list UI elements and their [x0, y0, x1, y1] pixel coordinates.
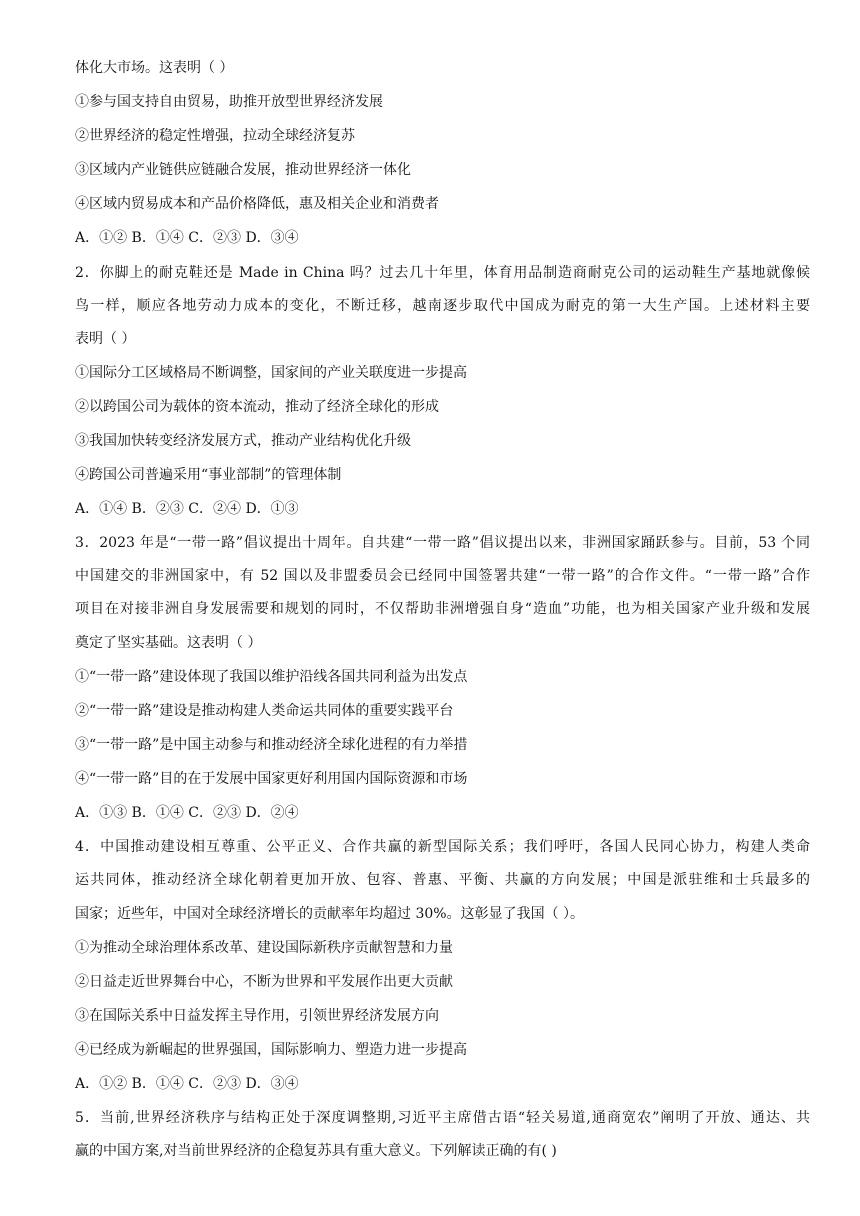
- option-line: ①国际分工区域格局不断调整，国家间的产业关联度进一步提高: [75, 365, 467, 381]
- question-2-text: 表明（ ）: [75, 331, 136, 347]
- question-5-text: 赢的中国方案,对当前世界经济的企稳复苏具有重大意义。下列解读正确的有( ): [75, 1143, 557, 1159]
- text-line: 体化大市场。这表明（ ）: [75, 60, 234, 76]
- question-4-text: 4．中国推动建设相互尊重、公平正义、合作共赢的新型国际关系；我们呼吁，各国人民同心协力，构建人类命: [75, 839, 810, 855]
- option-line: ②日益走近世界舞台中心，不断为世界和平发展作出更大贡献: [75, 974, 453, 990]
- option-line: ④已经成为新崛起的世界强国，国际影响力、塑造力进一步提高: [75, 1042, 467, 1058]
- answer-choices: A．①③ B．①④ C．②③ D．②④: [75, 805, 299, 821]
- question-3-text: 项目在对接非洲自身发展需要和规划的同时，不仅帮助非洲增强自身“造血”功能，也为相关国家产业升级和发展: [75, 601, 810, 617]
- answer-choices: A．①② B．①④ C．②③ D．③④: [75, 230, 299, 246]
- answer-choices: A．①② B．①④ C．②③ D．③④: [75, 1076, 299, 1092]
- question-2-text: 鸟一样，顺应各地劳动力成本的变化，不断迁移，越南逐步取代中国成为耐克的第一大生产国。上述材料主要: [75, 298, 810, 314]
- option-line: ④“一带一路”目的在于发展中国家更好利用国内国际资源和市场: [75, 771, 468, 787]
- option-line: ①为推动全球治理体系改革、建设国际新秩序贡献智慧和力量: [75, 940, 453, 956]
- option-line: ①“一带一路”建设体现了我国以维护沿线各国共同利益为出发点: [75, 669, 468, 685]
- option-line: ①参与国支持自由贸易，助推开放型世界经济发展: [75, 94, 383, 110]
- option-line: ④跨国公司普遍采用“事业部制”的管理体制: [75, 467, 342, 483]
- question-5-text: 5．当前,世界经济秩序与结构正处于深度调整期,习近平主席借古语“轻关易道,通商宽农”阐明了开放、通达、共: [75, 1110, 810, 1126]
- option-line: ②以跨国公司为载体的资本流动，推动了经济全球化的形成: [75, 399, 439, 415]
- option-line: ②世界经济的稳定性增强，拉动全球经济复苏: [75, 128, 355, 144]
- question-3-text: 奠定了坚实基础。这表明（ ）: [75, 635, 262, 651]
- option-line: ③我国加快转变经济发展方式，推动产业结构优化升级: [75, 433, 411, 449]
- option-line: ③在国际关系中日益发挥主导作用，引领世界经济发展方向: [75, 1008, 439, 1024]
- question-4-text: 国家；近些年，中国对全球经济增长的贡献率年均超过 30%。这彰显了我国（ ）。: [75, 906, 585, 922]
- question-3-text: 中国建交的非洲国家中，有 52 国以及非盟委员会已经同中国签署共建“一带一路”的合作文件。“一带一路”合作: [75, 568, 810, 584]
- option-line: ②“一带一路”建设是推动构建人类命运共同体的重要实践平台: [75, 703, 454, 719]
- option-line: ③“一带一路”是中国主动参与和推动经济全球化进程的有力举措: [75, 737, 468, 753]
- option-line: ④区域内贸易成本和产品价格降低，惠及相关企业和消费者: [75, 196, 439, 212]
- question-4-text: 运共同体，推动经济全球化朝着更加开放、包容、普惠、平衡、共赢的方向发展；中国是派驻维和士兵最多的: [75, 872, 810, 888]
- question-2-text: 2．你脚上的耐克鞋还是 Made in China 吗？过去几十年里，体育用品制造商耐克公司的运动鞋生产基地就像候: [75, 265, 810, 281]
- question-3-text: 3．2023 年是“一带一路”倡议提出十周年。自共建“一带一路”倡议提出以来，非洲国家踊跃参与。目前，53 个同: [75, 535, 810, 551]
- option-line: ③区域内产业链供应链融合发展，推动世界经济一体化: [75, 162, 411, 178]
- answer-choices: A．①④ B．②③ C．②④ D．①③: [75, 501, 299, 517]
